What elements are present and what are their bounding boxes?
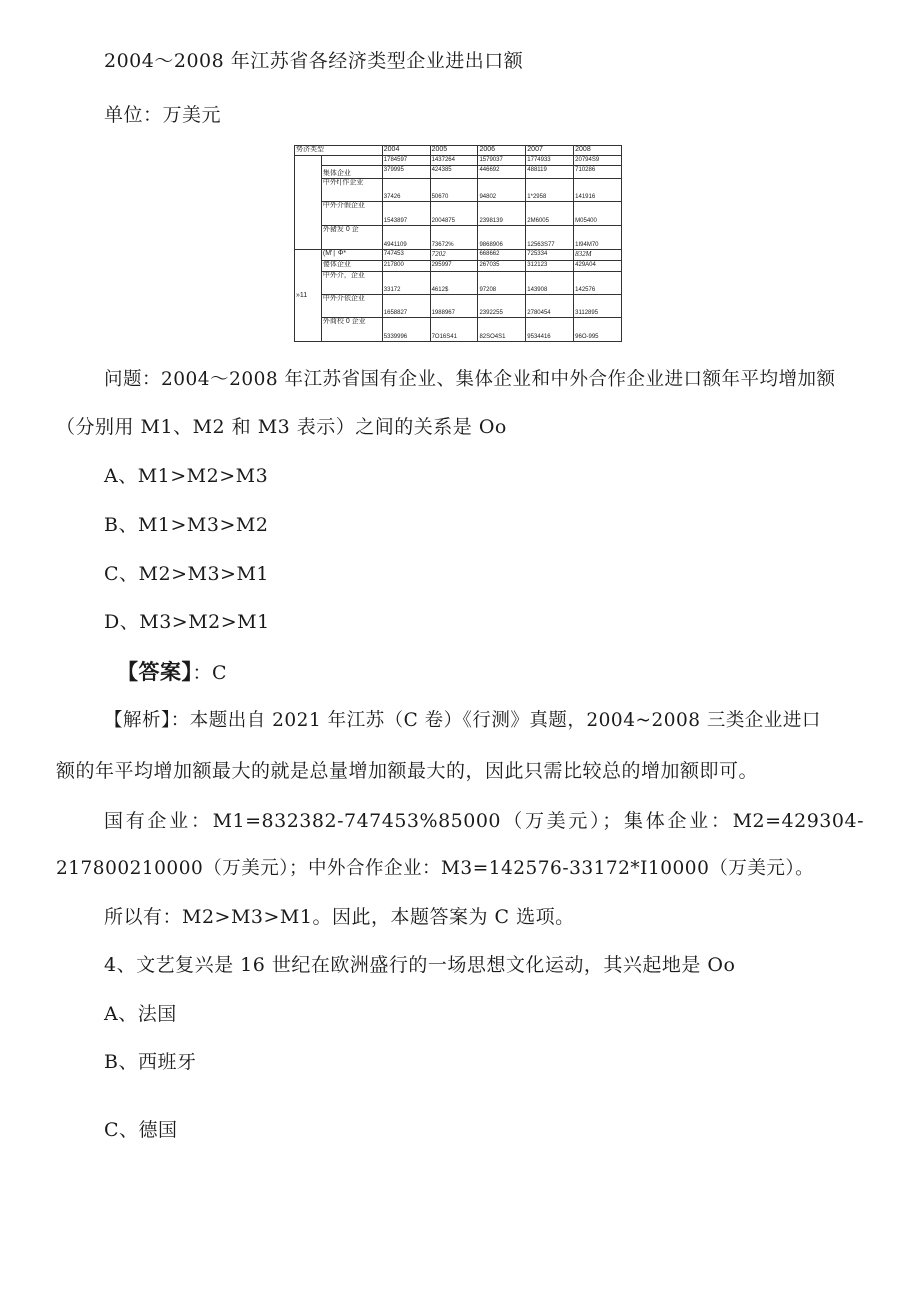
table-cell: 82SO4S1 (478, 318, 526, 342)
q4-option-b: B、西班牙 (104, 1051, 197, 1073)
table-cell: 1*2958 (526, 179, 574, 202)
table-cell: 488119 (526, 166, 574, 179)
table-row (295, 318, 622, 342)
table-cell: 379995 (382, 166, 430, 179)
page-title: 2004～2008 年江苏省各经济类型企业进出口额 (104, 50, 524, 72)
table-header-cell: 2006 (478, 146, 526, 156)
table-cell: 446692 (478, 166, 526, 179)
table-cell: 7202 (430, 250, 478, 261)
q4-option-c: C、德国 (104, 1119, 178, 1141)
table-cell: 1774933 (526, 156, 574, 166)
row-label: 中外介，企亚 (321, 272, 382, 295)
table-row (295, 261, 622, 272)
table-cell: 1543897 (382, 202, 430, 226)
option-d: D、M3>M2>M1 (104, 611, 270, 633)
table-cell: 7O16S41 (430, 318, 478, 342)
table-header-cell: 2008 (574, 146, 622, 156)
row-label: 中外介依企业 (321, 295, 382, 318)
table-cell: 9868906 (478, 226, 526, 250)
table-cell: 725334 (526, 250, 574, 261)
analysis-line: 所以有：M2>M3>M1。因此，本题答案为 C 选项。 (104, 906, 575, 928)
table-row (295, 272, 622, 295)
table-cell: 5339996 (382, 318, 430, 342)
table-row (295, 156, 622, 166)
table-cell: 267035 (478, 261, 526, 272)
answer-label: 【答案】 (117, 660, 193, 684)
analysis-line: 217800210000（万美元）；中外合作企业：M3=142576-33172*I10000（万美元）。 (56, 858, 815, 879)
table-row (295, 166, 622, 179)
table-row (295, 295, 622, 318)
table-cell: 312123 (526, 261, 574, 272)
table-cell: 37426 (382, 179, 430, 202)
option-c: C、M2>M3>M1 (104, 563, 270, 585)
question-4: 4、文艺复兴是 16 世纪在欧洲盛行的一场思想文化运动，其兴起地是 Oo (104, 954, 736, 976)
import-group-cell: »11 (295, 250, 322, 342)
table-cell: 20794S9 (574, 156, 622, 166)
row-label: 中外介假企业 (321, 202, 382, 226)
table-cell: 1658827 (382, 295, 430, 318)
row-label: 外豬发 0 企 (321, 226, 382, 250)
table-cell: 1784597 (382, 156, 430, 166)
table-cell: 710286 (574, 166, 622, 179)
table-cell: 1579037 (478, 156, 526, 166)
unit-label: 单位：万美元 (104, 104, 222, 126)
table-cell: 1988967 (430, 295, 478, 318)
table-row (295, 179, 622, 202)
export-group-cell (295, 156, 322, 250)
analysis-line: 额的年平均增加额最大的就是总量增加额最大的，因此只需比较总的增加额即可。 (56, 760, 759, 782)
table-cell: 832M (574, 250, 622, 261)
table-cell: 143908 (526, 272, 574, 295)
option-a: A、M1>M2>M3 (104, 465, 269, 487)
table-cell: M05400 (574, 202, 622, 226)
table-cell: 142576 (574, 272, 622, 295)
table-row (295, 250, 622, 261)
table-cell: 2780454 (526, 295, 574, 318)
table-cell: 1437264 (430, 156, 478, 166)
table-row (295, 226, 622, 250)
table-cell: 33172 (382, 272, 430, 295)
table-cell: 97208 (478, 272, 526, 295)
answer-line (117, 661, 227, 684)
question-line: 问题：2004～2008 年江苏省国有企业、集体企业和中外合作企业进口额年平均增加额 (104, 369, 836, 390)
table-header-row (295, 146, 622, 156)
table-header-cell: 2004 (382, 146, 430, 156)
table-cell: 73672% (430, 226, 478, 250)
option-b: B、M1>M3>M2 (104, 514, 269, 536)
table-cell: 94802 (478, 179, 526, 202)
row-label: 集体企业 (321, 166, 382, 179)
table-cell: 2004875 (430, 202, 478, 226)
table-cell: 96O-995 (574, 318, 622, 342)
row-label: (M'∣ Φ* (321, 250, 382, 261)
table-cell: 295997 (430, 261, 478, 272)
question-line: （分别用 M1、M2 和 M3 表示）之间的关系是 Oo (56, 416, 507, 438)
table-cell: 2M6005 (526, 202, 574, 226)
analysis-line: 国有企业：M1=832382-747453%85000（万美元）；集体企业：M2=429304- (104, 810, 864, 832)
table-header-cell: 势济类型 (295, 146, 383, 156)
trade-data-table (294, 145, 622, 342)
q4-option-a: A、法国 (104, 1003, 177, 1025)
table-cell: 2392255 (478, 295, 526, 318)
table-cell: 9534416 (526, 318, 574, 342)
analysis-line: 【解析】：本题出自 2021 年江苏（C 卷）《行测》真题，2004~2008 三类企业进口 (104, 710, 821, 731)
table-cell: 141916 (574, 179, 622, 202)
table-header-cell: 2007 (526, 146, 574, 156)
table-cell: 747453 (382, 250, 430, 261)
table-cell: 1I94M70 (574, 226, 622, 250)
table-cell: 668662 (478, 250, 526, 261)
table-cell: 2398139 (478, 202, 526, 226)
table-cell: 12563S77 (526, 226, 574, 250)
table-row (295, 202, 622, 226)
table-cell: 3112895 (574, 295, 622, 318)
table-cell: 217800 (382, 261, 430, 272)
table-cell: 424385 (430, 166, 478, 179)
row-label: 傻体企业 (321, 261, 382, 272)
table-cell: 429A04 (574, 261, 622, 272)
row-label: 中外f∣作企业 (321, 179, 382, 202)
row-label (321, 156, 382, 166)
table-header-cell: 2005 (430, 146, 478, 156)
answer-value: ：C (192, 662, 228, 684)
table-cell: 50670 (430, 179, 478, 202)
table-cell: 4941109 (382, 226, 430, 250)
table-cell: 4612$ (430, 272, 478, 295)
row-label: 外商校 0 企业 (321, 318, 382, 342)
